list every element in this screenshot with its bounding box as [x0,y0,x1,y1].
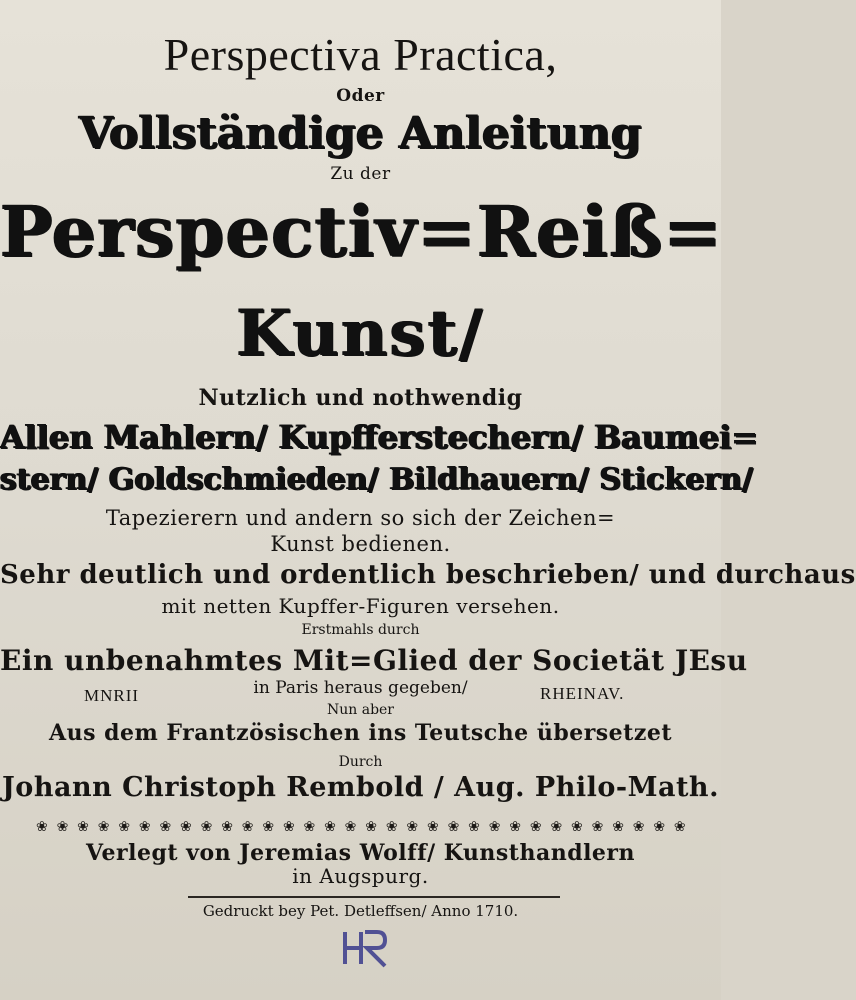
stamp-monogram-icon [335,924,395,972]
ornament-flower-icon: ❀ [200,819,213,835]
ornament-flower-icon: ❀ [550,819,563,835]
publisher-line-2: in Augspurg. [292,864,429,888]
subtitle: Vollständige Anleitung [79,108,642,159]
audience-line-2: stern/ Goldschmieden/ Bildhauern/ Stickern/ [0,462,754,497]
main-title-line-2: Kunst/ [236,296,485,371]
ornament-flower-icon: ❀ [529,819,542,835]
ornament-border [36,818,686,836]
ornament-flower-icon: ❀ [221,819,233,835]
divider-rule [188,896,560,898]
ornament-flower-icon: ❀ [488,819,501,835]
ornament-flower-icon: ❀ [406,819,419,835]
provenance-mark-left: MNRII [84,686,140,705]
ornament-flower-icon: ❀ [365,819,377,835]
ornament-flower-icon: ❀ [282,819,295,835]
audience-line-4: Kunst bedienen. [270,532,451,556]
ornament-flower-icon: ❀ [118,819,131,835]
useful-line: Nutzlich und nothwendig [198,385,523,411]
ornament-flower-icon: ❀ [653,819,666,835]
library-stamp [335,924,395,972]
audience-line-3: Tapezierern und andern so sich der Zeichen= [105,506,616,530]
ornament-flower-icon: ❀ [468,819,480,835]
publisher-line-1: Verlegt von Jeremias Wolff/ Kunsthandlern [85,840,636,866]
ornament-flower-icon: ❀ [241,819,254,835]
ornament-flower-icon: ❀ [344,819,357,835]
oder-label: Oder [336,86,385,106]
audience-line-1: Allen Mahlern/ Kupfferstechern/ Baumei= [0,418,759,456]
translated-line: Aus dem Frantzösischen ins Teutsche übersetzet [49,720,672,746]
description-line-2: mit netten Kupffer-Figuren versehen. [161,594,560,618]
ornament-flower-icon: ❀ [180,819,192,835]
ornament-flower-icon: ❀ [324,819,336,835]
ornament-flower-icon: ❀ [385,819,398,835]
ornament-flower-icon: ❀ [97,819,110,835]
ornament-flower-icon: ❀ [303,819,316,835]
author-line: Ein unbenahmtes Mit=Glied der Societät JEsu [0,644,748,677]
ornament-flower-icon: ❀ [262,819,275,835]
printer-line: Gedruckt bey Pet. Detleffsen/ Anno 1710. [202,902,519,920]
ornament-flower-icon: ❀ [591,819,604,835]
ornament-flower-icon: ❀ [632,819,645,835]
description-line-1: Sehr deutlich und ordentlich beschrieben/ und durchaus [0,560,856,590]
book-title: Perspectiva Practica, [163,29,558,80]
ornament-flower-icon: ❀ [612,819,624,835]
ornament-flower-icon: ❀ [571,819,583,835]
nun-aber-line: Nun aber [326,702,395,718]
provenance-mark-right: RHEINAV. [540,684,625,703]
durch-line: Durch [338,754,383,770]
ornament-flower-icon: ❀ [426,819,439,835]
zu-der-label: Zu der [330,164,391,184]
in-paris-line: in Paris heraus gegeben/ [253,678,468,698]
ornament-flower-icon: ❀ [56,819,69,835]
ornament-flower-icon: ❀ [509,819,522,835]
ornament-flower-icon: ❀ [36,819,48,835]
ornament-flower-icon: ❀ [138,819,151,835]
ornament-flower-icon: ❀ [673,819,686,835]
ornament-flower-icon: ❀ [77,819,89,835]
translator-line: Johann Christoph Rembold / Aug. Philo-Math. [2,772,719,803]
ornament-flower-icon: ❀ [159,819,172,835]
main-title-line-1: Perspectiv=Reiß= [0,190,724,273]
ornament-flower-icon: ❀ [447,819,460,835]
first-time-line: Erstmahls durch [301,622,420,638]
